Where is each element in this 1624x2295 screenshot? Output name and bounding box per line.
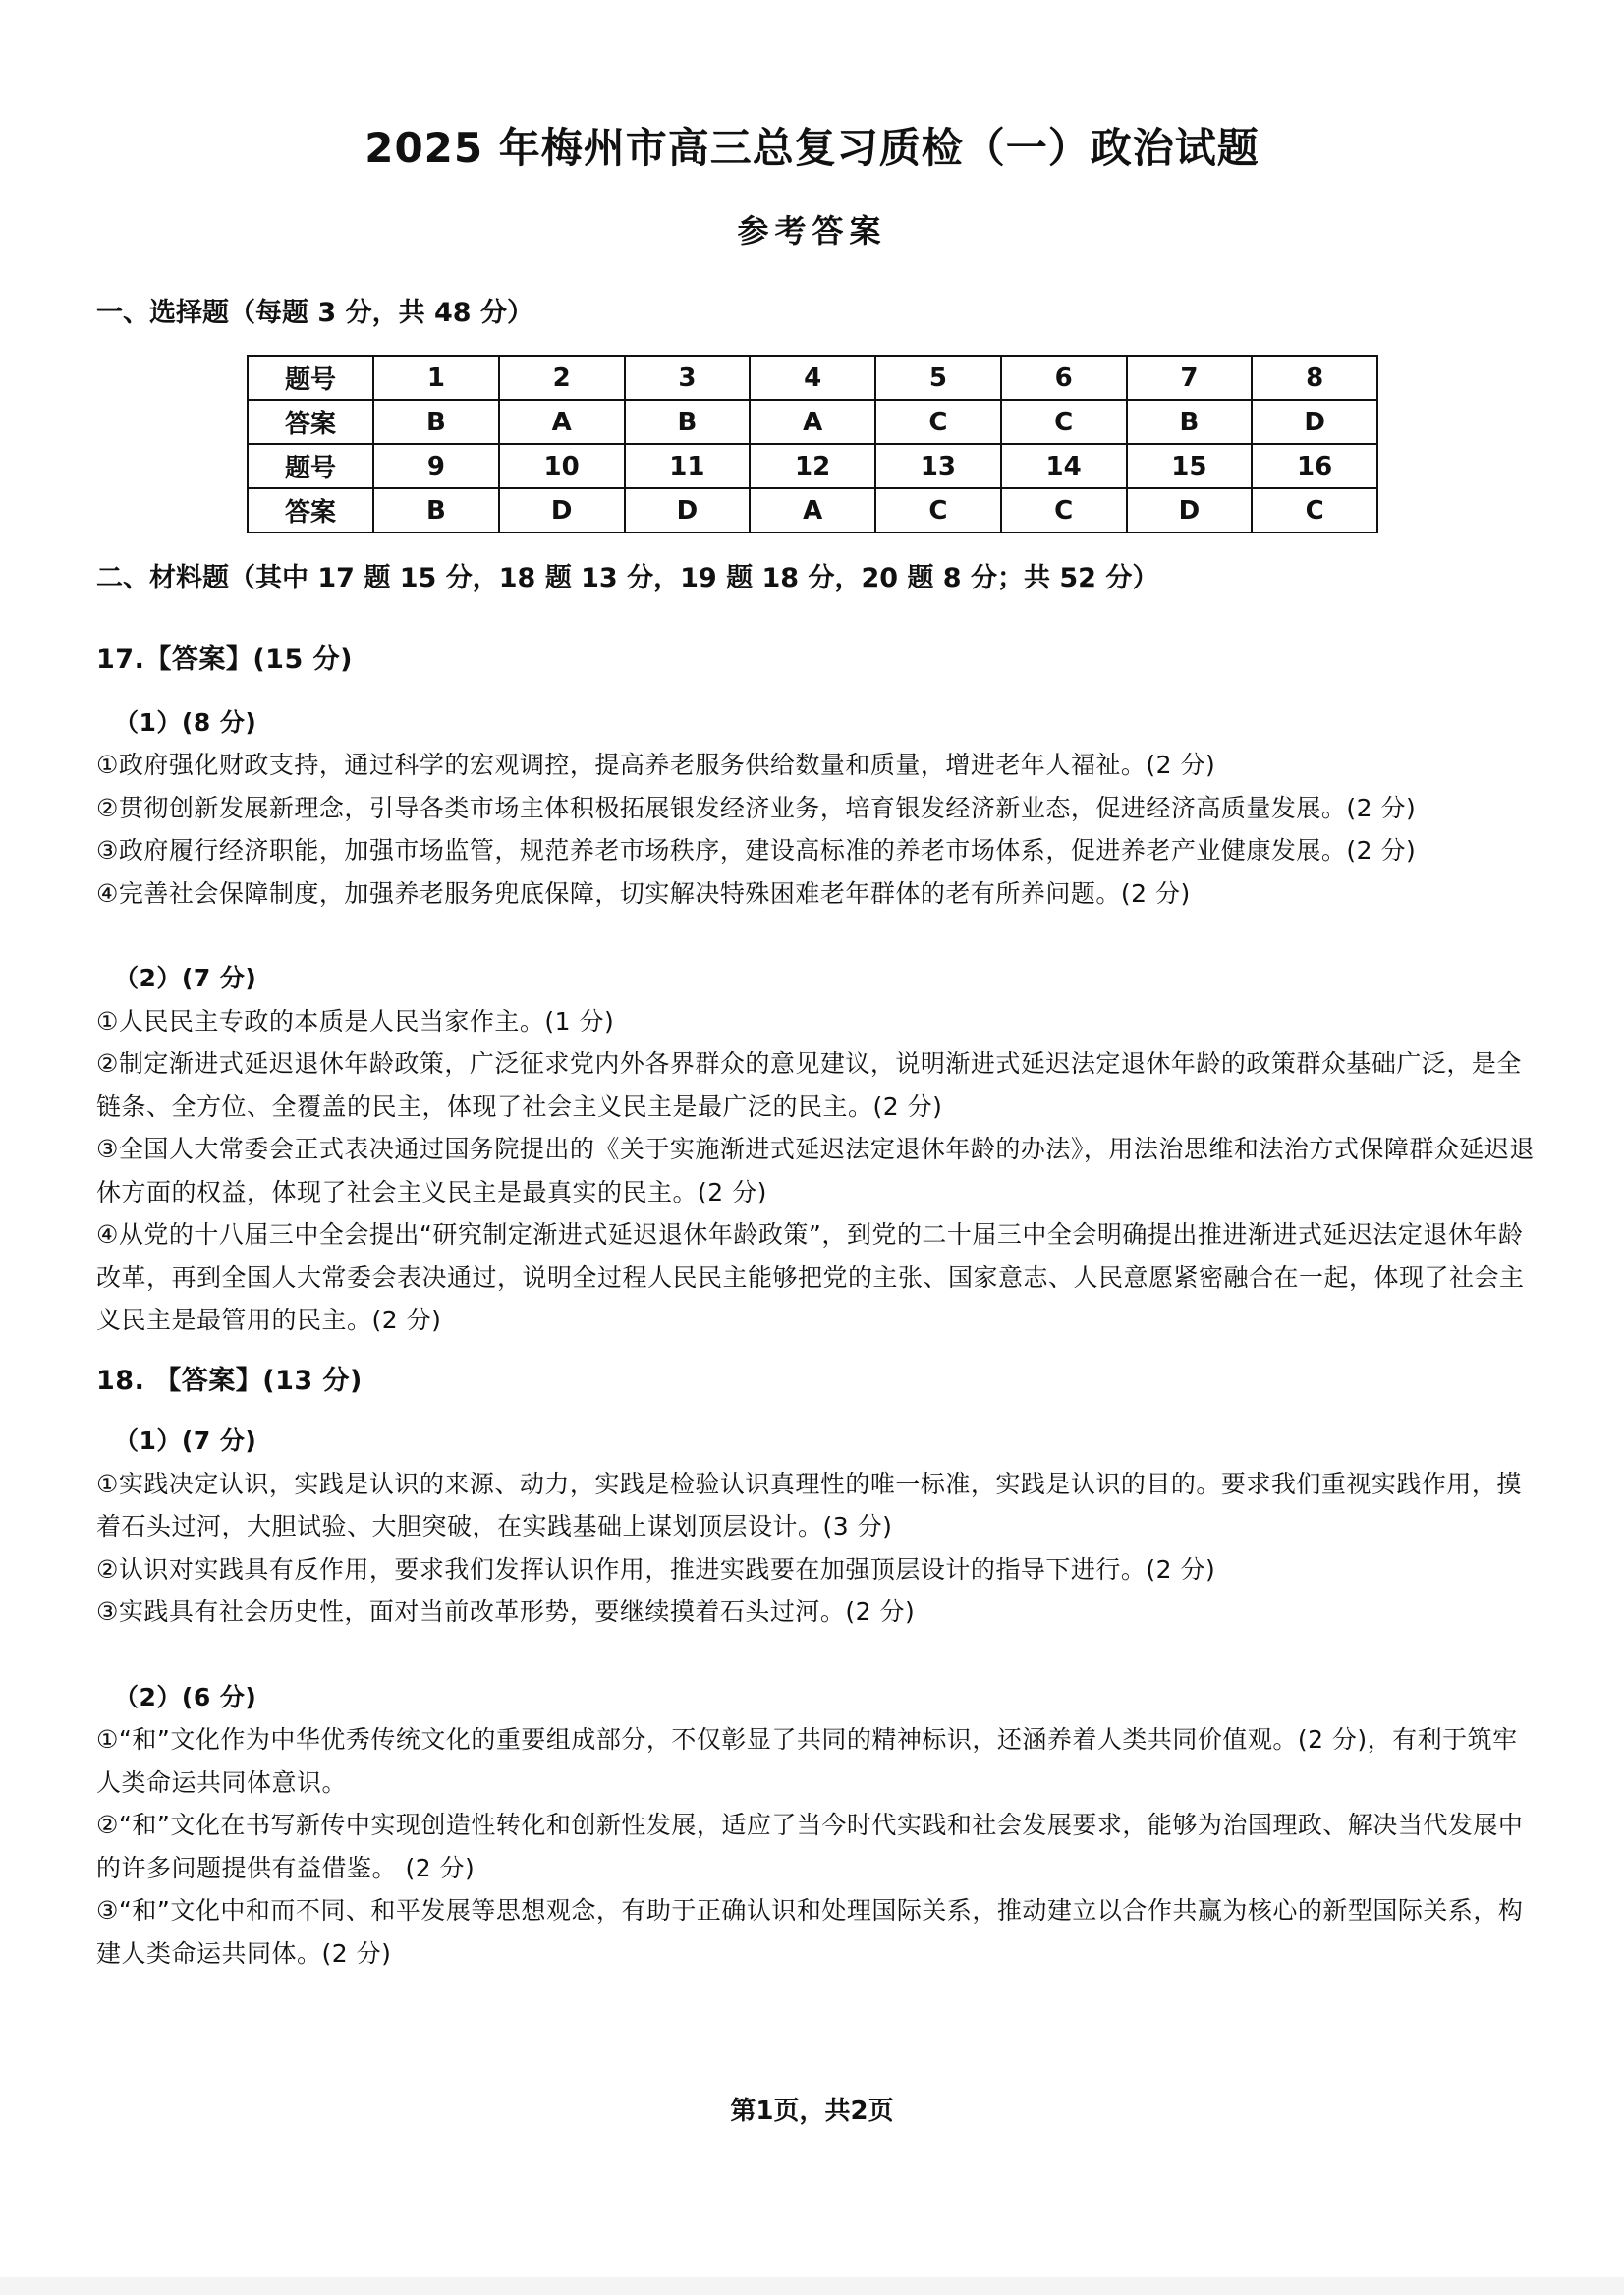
table-cell: A [499,400,625,444]
q17-part1-line-2: ②贯彻创新发展新理念，引导各类市场主体积极拓展银发经济业务，培育银发经济新业态，促进经济高质量发展。(2 分) [96,793,1417,822]
table-cell: B [625,400,751,444]
table-cell: 13 [875,444,1001,488]
q18-part1-line-1: ①实践决定认识，实践是认识的来源、动力，实践是检验认识真理性的唯一标准，实践是认识的目的。要求我们重视实践作用，摸着石头过河，大胆试验、大胆突破，在实践基础上谋划顶层设计。(3 分) [96,1469,1522,1540]
q17-part1-line-3: ③政府履行经济职能，加强市场监管，规范养老市场秩序，建设高标准的养老市场体系，促进养老产业健康发展。(2 分) [96,836,1417,865]
table-cell: 4 [750,356,875,400]
table-cell: A [750,400,875,444]
table-cell: D [1252,400,1377,444]
table-cell: 11 [625,444,751,488]
q18-part2-line-1: ①“和”文化作为中华优秀传统文化的重要组成部分，不仅彰显了共同的精神标识，还涵养着人类共同价值观。(2 分)，有利于筑牢人类命运共同体意识。 [96,1725,1518,1797]
q17-part2-line-4: ④从党的十八届三中全会提出“研究制定渐进式延迟退休年龄政策”，到党的二十届三中全会明确提出推进渐进式延迟法定退休年龄改革，再到全国人大常委会表决通过，说明全过程人民民主能够把党的主张、国家意志、人民意愿紧密融合在一起，体现了社会主义民主是最管用的民主。(2 分) [96,1220,1525,1334]
q17-part1-line-4: ④完善社会保障制度，加强养老服务兜底保障，切实解决特殊困难老年群体的老有所养问题。(2 分) [96,878,1191,908]
table-row-header: 答案 [248,400,373,444]
table-row [248,488,1377,532]
table-cell: 2 [499,356,625,400]
q17-heading: 17.【答案】(15 分) [96,644,353,675]
table-cell: 6 [1001,356,1127,400]
page-subtitle: 参考答案 [737,212,887,250]
table-cell: 14 [1001,444,1127,488]
q18-part2-line-2: ②“和”文化在书写新传中实现创造性转化和创新性发展，适应了当今时代实践和社会发展要求，能够为治国理政、解决当代发展中的许多问题提供有益借鉴。 (2 分) [96,1811,1524,1882]
table-cell: D [499,488,625,532]
answer-table [247,355,1378,533]
q17-part1-label: （1）(8 分) [114,707,257,737]
table-cell: 16 [1252,444,1377,488]
table-cell: 3 [625,356,751,400]
table-cell: C [1001,400,1127,444]
q17-part2-line-3: ③全国人大常委会正式表决通过国务院提出的《关于实施渐进式延迟法定退休年龄的办法》，用法治思维和法治方式保障群众延迟退休方面的权益，体现了社会主义民主是最真实的民主。(2 分) [96,1135,1535,1206]
page-footer: 第1页，共2页 [730,2097,894,2126]
table-row-header: 答案 [248,488,373,532]
table-cell: B [373,400,499,444]
answers-body [96,639,1540,1975]
table-row [248,400,1377,444]
q17-part1-line-1: ①政府强化财政支持，通过科学的宏观调控，提高养老服务供给数量和质量，增进老年人福祉。(2 分) [96,751,1216,779]
q18-heading: 18. 【答案】(13 分) [96,1365,363,1396]
page-title: 2025 年梅州市高三总复习质检（一）政治试题 [364,124,1260,172]
q17-part2-line-2: ②制定渐进式延迟退休年龄政策，广泛征求党内外各界群众的意见建议，说明渐进式延迟法定退休年龄的政策群众基础广泛，是全链条、全方位、全覆盖的民主，体现了社会主义民主是最广泛的民主。(2 分) [96,1049,1522,1121]
table-row [248,444,1377,488]
q18-part2-line-3: ③“和”文化中和而不同、和平发展等思想观念，有助于正确认识和处理国际关系，推动建立以合作共赢为核心的新型国际关系，构建人类命运共同体。(2 分) [96,1896,1524,1968]
table-row [248,356,1377,400]
table-cell: 10 [499,444,625,488]
table-cell: B [1127,400,1253,444]
table-cell: D [1127,488,1253,532]
table-cell: D [625,488,751,532]
table-cell: B [373,488,499,532]
table-row-header: 题号 [248,356,373,400]
table-cell: 9 [373,444,499,488]
table-row-header: 题号 [248,444,373,488]
bottom-edge [0,2277,1624,2295]
table-cell: C [875,400,1001,444]
table-cell: 1 [373,356,499,400]
table-cell: A [750,488,875,532]
table-cell: C [1001,488,1127,532]
table-cell: C [1252,488,1377,532]
table-cell: 7 [1127,356,1253,400]
table-cell: 8 [1252,356,1377,400]
q18-part1-line-2: ②认识对实践具有反作用，要求我们发挥认识作用，推进实践要在加强顶层设计的指导下进行。(2 分) [96,1554,1216,1584]
table-cell: C [875,488,1001,532]
q18-part1-label: （1）(7 分) [114,1427,257,1455]
table-cell: 15 [1127,444,1253,488]
section2-heading: 二、材料题（其中 17 题 15 分，18 题 13 分，19 题 18 分，20 题 8 分；共 52 分） [96,563,1159,593]
table-cell: 5 [875,356,1001,400]
q18-part1-line-3: ③实践具有社会历史性，面对当前改革形势，要继续摸着石头过河。(2 分) [96,1597,916,1626]
table-cell: 12 [750,444,875,488]
section1-heading: 一、选择题（每题 3 分，共 48 分） [96,298,533,328]
q18-part2-label: （2）(6 分) [114,1682,257,1711]
q17-part2-label: （2）(7 分) [114,964,257,992]
q17-part2-line-1: ①人民民主专政的本质是人民当家作主。(1 分) [96,1006,615,1036]
